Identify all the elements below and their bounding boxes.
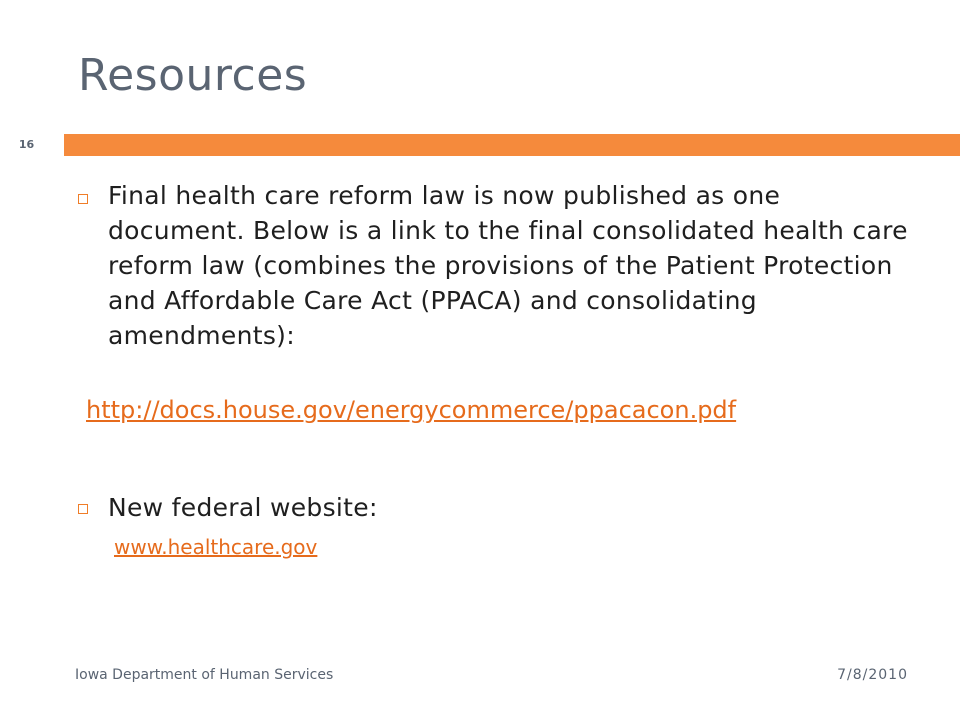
slide-number: 16: [18, 138, 35, 151]
bullet-text-2: New federal website:: [108, 493, 378, 522]
title-divider-bar: [64, 134, 960, 156]
footer-organization: Iowa Department of Human Services: [75, 667, 334, 683]
ppaca-document-link[interactable]: http://docs.house.gov/energycommerce/ppacacon.pdf: [86, 396, 737, 424]
square-bullet-icon: [78, 194, 88, 204]
healthcare-gov-link[interactable]: www.healthcare.gov: [114, 535, 318, 559]
bullet-text-1: Final health care reform law is now published as one document. Below is a link to the final consolidated health care reform law (combines the provisions of the Patient Protection and Affordable Care Act (PPACA) and consolidating amendments):: [108, 181, 908, 350]
slide-title: Resources: [78, 50, 308, 101]
square-bullet-icon: [78, 504, 88, 514]
footer-date: 7/8/2010: [837, 667, 908, 683]
